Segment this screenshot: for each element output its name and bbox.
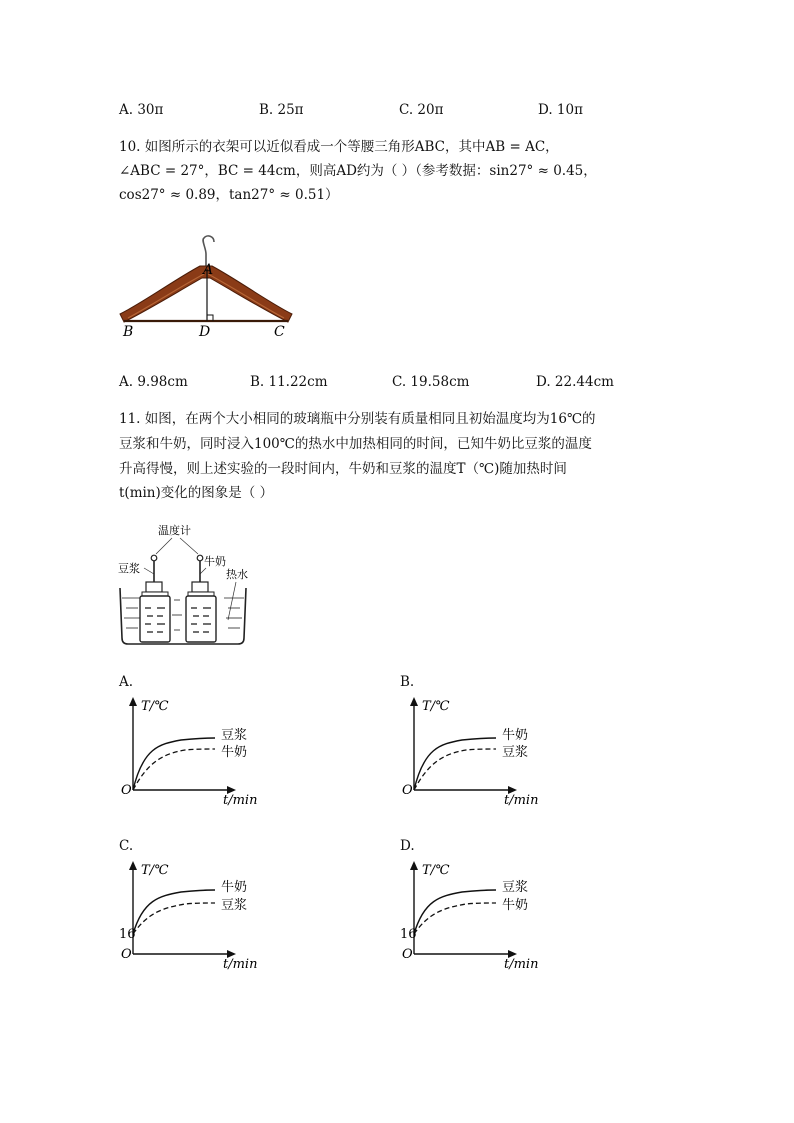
y-axis-label: T/℃ <box>422 699 450 714</box>
dashed-curve-label: 牛奶 <box>502 898 529 913</box>
q11-stem-line3: 升高得慢，则上述实验的一段时间内，牛奶和豆浆的温度T（℃)随加热时间 <box>119 461 567 477</box>
q9-option-a[interactable]: A. 30π <box>119 102 164 118</box>
q11-stem-line4: t(min)变化的图象是（ ） <box>119 485 274 501</box>
y-axis-label: T/℃ <box>141 699 169 714</box>
solid-curve-label: 牛奶 <box>221 880 248 895</box>
q9-option-b[interactable]: B. 25π <box>259 102 304 118</box>
label-b: B <box>123 324 134 340</box>
solid-curve <box>414 890 496 934</box>
start-temp-label: 16 <box>119 927 136 942</box>
bottle-milk <box>186 582 216 642</box>
thermometer-label: 温度计 <box>158 524 191 537</box>
soy-label: 豆浆 <box>118 562 140 575</box>
bottle-soy <box>140 582 170 642</box>
solid-curve-label: 牛奶 <box>502 728 529 743</box>
q10-option-a[interactable]: A. 9.98cm <box>119 374 188 390</box>
solid-curve <box>414 738 496 790</box>
origin-label: O <box>121 783 132 798</box>
start-temp-label: 16 <box>400 927 417 942</box>
label-c: C <box>274 324 285 340</box>
choice-c[interactable] <box>119 836 369 976</box>
q10-stem-line1: 10. 如图所示的衣架可以近似看成一个等腰三角形ABC，其中AB = AC， <box>119 139 559 155</box>
solid-curve <box>133 890 215 934</box>
q10-stem-line3: cos27° ≈ 0.89，tan27° ≈ 0.51） <box>119 187 339 203</box>
milk-label: 牛奶 <box>204 555 226 568</box>
choice-a[interactable] <box>119 672 369 812</box>
dashed-curve <box>414 749 496 790</box>
x-axis-label: t/min <box>223 793 258 808</box>
origin-label: O <box>402 947 413 962</box>
q10-option-d[interactable]: D. 22.44cm <box>536 374 614 390</box>
y-axis-label: T/℃ <box>422 863 450 878</box>
choice-a-letter: A. <box>119 674 134 690</box>
choice-d-letter: D. <box>400 838 415 854</box>
graph-a <box>119 694 369 814</box>
dashed-curve-label: 牛奶 <box>221 745 248 760</box>
choice-b-letter: B. <box>400 674 415 690</box>
x-axis-label: t/min <box>223 957 258 972</box>
dashed-curve-label: 豆浆 <box>502 745 529 760</box>
label-d: D <box>199 324 211 340</box>
q9-option-d[interactable]: D. 10π <box>538 102 583 118</box>
q10-stem-line2: ∠ABC = 27°，BC = 44cm，则高AD约为（ ）（参考数据：sin27° ≈ 0.45， <box>119 163 597 179</box>
solid-curve-label: 豆浆 <box>221 728 248 743</box>
graph-d <box>400 858 650 978</box>
choice-c-letter: C. <box>119 838 134 854</box>
q11-stem-line2: 豆浆和牛奶，同时浸入100℃的热水中加热相同的时间，已知牛奶比豆浆的温度 <box>119 436 592 452</box>
experiment-figure <box>114 520 254 650</box>
q10-option-c[interactable]: C. 19.58cm <box>392 374 470 390</box>
hot-water-label: 热水 <box>226 568 248 581</box>
dashed-curve-label: 豆浆 <box>221 898 248 913</box>
solid-curve-label: 豆浆 <box>502 880 529 895</box>
origin-label: O <box>402 783 413 798</box>
q10-option-b[interactable]: B. 11.22cm <box>250 374 328 390</box>
x-axis-label: t/min <box>504 957 539 972</box>
choice-d[interactable] <box>400 836 650 976</box>
label-a: A <box>203 262 214 278</box>
x-axis-label: t/min <box>504 793 539 808</box>
hanger-figure <box>114 232 304 344</box>
y-axis-label: T/℃ <box>141 863 169 878</box>
dashed-curve <box>133 749 215 790</box>
choice-b[interactable] <box>400 672 650 812</box>
origin-label: O <box>121 947 132 962</box>
q11-stem-line1: 11. 如图，在两个大小相同的玻璃瓶中分别装有质量相同且初始温度均为16℃的 <box>119 411 596 427</box>
graph-c <box>119 858 369 978</box>
water-basin <box>120 588 246 644</box>
q9-option-c[interactable]: C. 20π <box>399 102 444 118</box>
solid-curve <box>133 738 215 790</box>
graph-b <box>400 694 650 814</box>
